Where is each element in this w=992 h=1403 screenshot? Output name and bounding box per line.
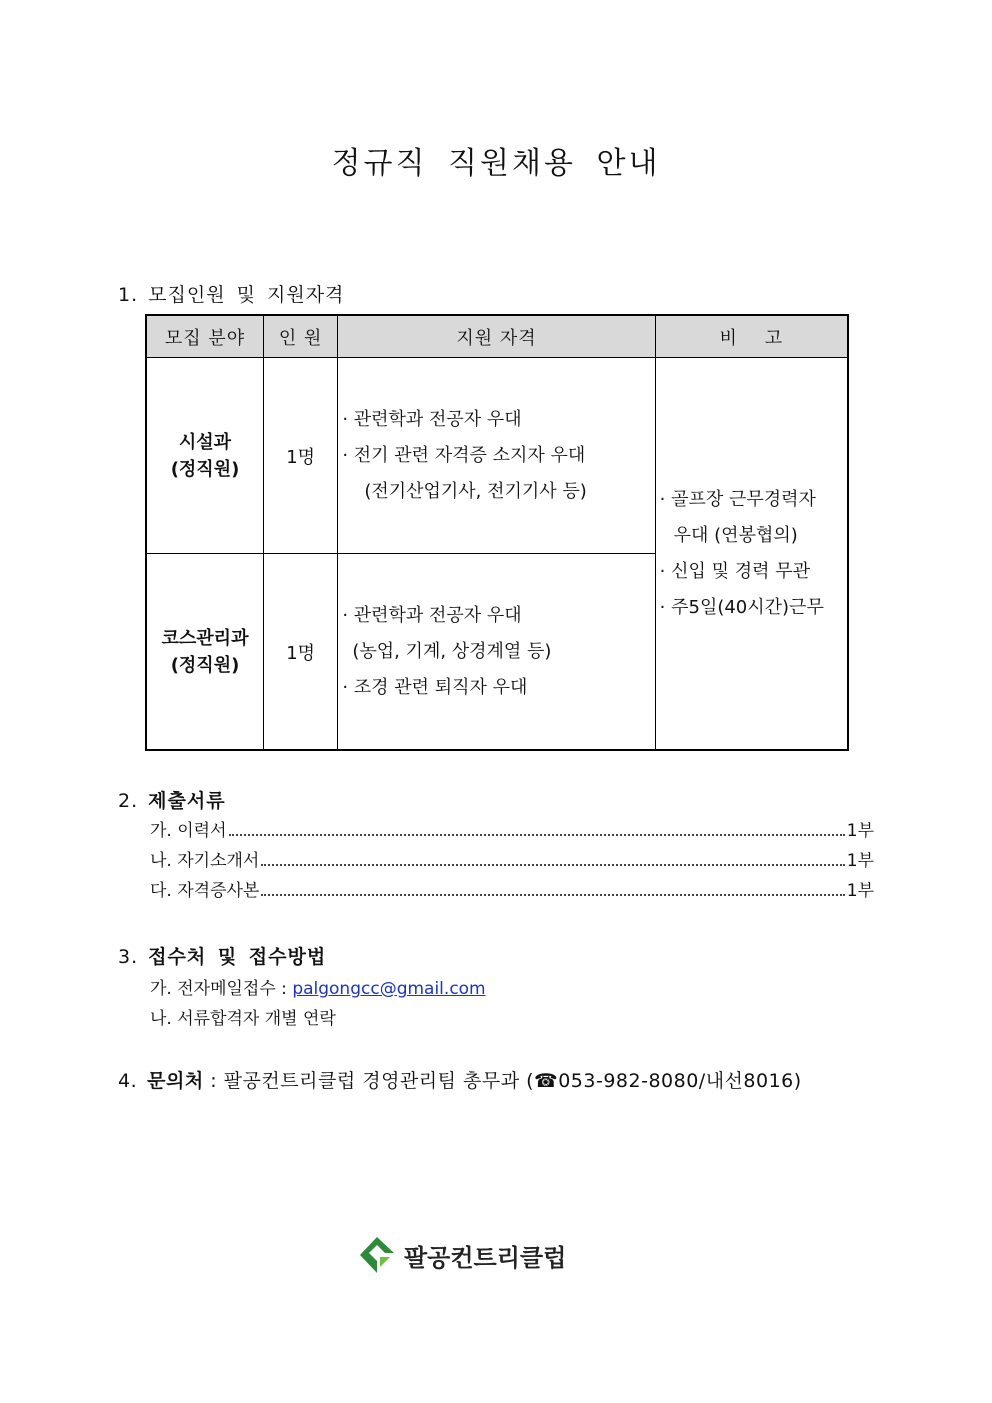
logo-text: 팔공컨트리클럽	[404, 1243, 567, 1272]
section-4-title: 문의처	[147, 1070, 204, 1092]
note-line: · 주5일(40시간)근무	[659, 596, 824, 618]
club-logo	[358, 1235, 566, 1275]
section-4-number: 4.	[118, 1070, 138, 1092]
field-name: 코스관리과	[161, 627, 249, 649]
section-2-heading	[118, 786, 226, 813]
page-title: 정규직 직원채용 안내	[331, 146, 661, 181]
dot-leader	[261, 893, 844, 896]
contact-text: : 팔공컨트리클럽 경영관리팀 총무과 (☎053-982-8080/내선8016)	[210, 1070, 802, 1092]
header-note: 비 고	[655, 315, 848, 358]
section-2-title: 제출서류	[148, 790, 226, 812]
qualification-line: · 조경 관련 퇴직자 우대	[342, 676, 528, 698]
note-line: · 신입 및 경력 무관	[659, 560, 810, 582]
field-name: 시설과	[178, 431, 232, 453]
note-line: · 골프장 근무경력자	[659, 488, 816, 510]
dot-leader	[261, 863, 844, 866]
palgong-logo-icon	[358, 1235, 396, 1275]
count-cell: 1명	[264, 358, 338, 554]
header-count: 인 원	[264, 315, 338, 358]
list-item	[150, 816, 874, 846]
document-qty: 1부	[846, 881, 874, 901]
section-4-heading	[118, 1066, 802, 1093]
document-qty: 1부	[846, 851, 874, 871]
qualification-line: (농업, 기계, 상경계열 등)	[352, 640, 552, 662]
email-label: 가. 전자메일접수 :	[150, 979, 287, 999]
submission-list	[150, 974, 486, 1034]
section-3-number: 3.	[118, 946, 139, 968]
field-type: (정직원)	[170, 458, 240, 480]
field-type: (정직원)	[170, 654, 240, 676]
section-1-heading	[118, 280, 344, 307]
qualification-cell	[338, 358, 655, 554]
note-line: 우대 (연봉협의)	[673, 524, 798, 546]
dot-leader	[229, 833, 845, 836]
section-1-title: 모집인원 및 지원자격	[148, 284, 345, 306]
field-cell	[146, 358, 264, 554]
field-cell	[146, 554, 264, 751]
document-label: 가. 이력서	[150, 821, 227, 841]
list-item	[150, 876, 874, 906]
section-3-title: 접수처 및 접수방법	[148, 946, 327, 968]
list-item: 나. 서류합격자 개별 연락	[150, 1009, 336, 1029]
list-item	[150, 974, 486, 1004]
qualification-cell	[338, 554, 655, 751]
document-label: 다. 자격증사본	[150, 881, 260, 901]
count-cell: 1명	[264, 554, 338, 751]
qualification-line: · 관련학과 전공자 우대	[342, 408, 522, 430]
document-label: 나. 자기소개서	[150, 851, 260, 871]
header-qualification: 지원 자격	[338, 315, 655, 358]
section-3-heading	[118, 942, 326, 969]
qualification-line: (전기산업기사, 전기기사 등)	[364, 480, 587, 502]
qualification-line: · 전기 관련 자격증 소지자 우대	[342, 444, 586, 466]
list-item	[150, 846, 874, 876]
recruitment-table	[145, 314, 849, 751]
section-1-number: 1.	[118, 284, 139, 306]
email-link[interactable]: palgongcc@gmail.com	[292, 979, 486, 999]
section-2-number: 2.	[118, 790, 139, 812]
note-cell	[655, 358, 848, 751]
table-row	[146, 358, 848, 554]
header-field: 모집 분야	[146, 315, 264, 358]
documents-list	[150, 816, 874, 906]
document-qty: 1부	[846, 821, 874, 841]
qualification-line: · 관련학과 전공자 우대	[342, 604, 522, 626]
table-header-row	[146, 315, 848, 358]
